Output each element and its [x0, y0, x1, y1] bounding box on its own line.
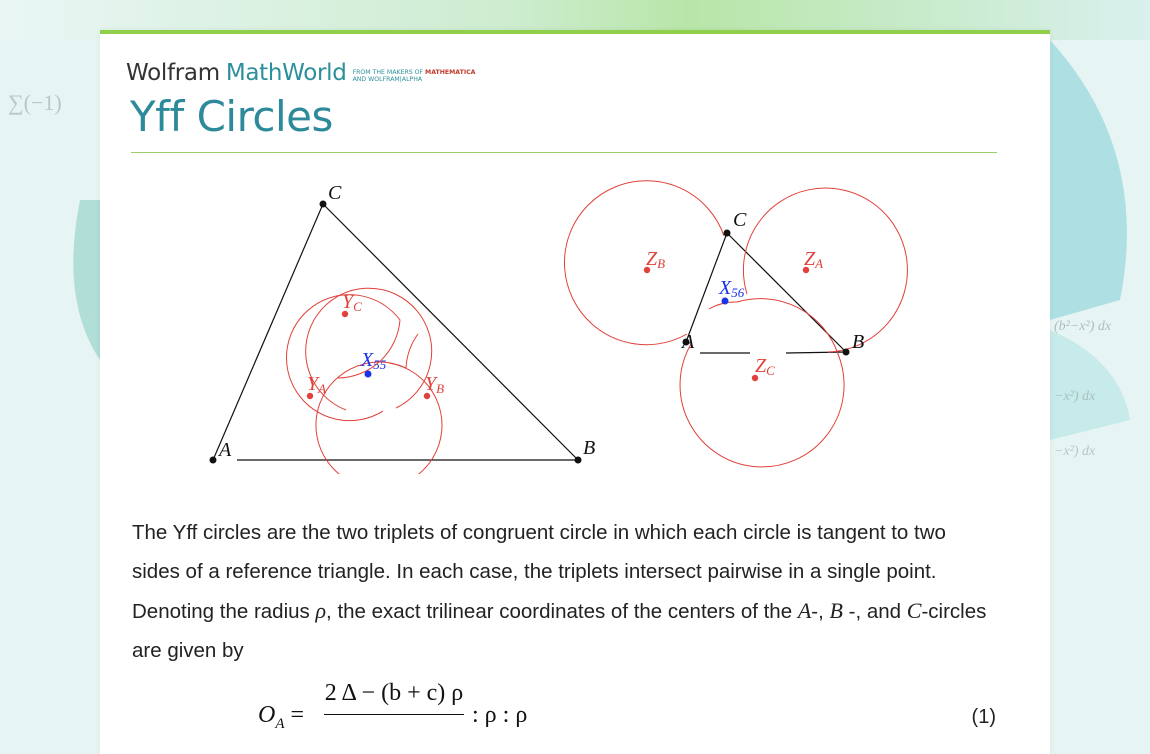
center-label-zc: ZC: [755, 355, 775, 378]
description-paragraph: The Yff circles are the two triplets of congruent circle in which each circle is tangent to two sides of a reference triangle. In each case, the triplets intersect pairwise in a single point. Denoting the radius ρ, the exact trilinear coordinates of the centers of the A-, B -, and C-circles are given by: [132, 521, 987, 662]
center-label-ya: YA: [307, 373, 327, 396]
equation-number: (1): [971, 706, 996, 728]
page-title: Yff Circles: [130, 92, 333, 141]
content-card: [100, 30, 1050, 754]
vertex-label-a2: A: [682, 331, 695, 353]
figure-yff-second-triplet: [564, 181, 907, 467]
center-label-x56: X56: [719, 277, 745, 300]
vertex-label-c2: C: [733, 209, 747, 231]
points-left: [210, 201, 582, 464]
svg-text:−x²) dx: −x²) dx: [1054, 389, 1096, 404]
equation-lhs: $O_A$ =: [258, 702, 305, 732]
vertex-label-c1: C: [328, 182, 342, 204]
site-logo[interactable]: [126, 60, 475, 86]
equation-rhs: : ρ : ρ: [472, 702, 528, 728]
triangle-right: [686, 233, 846, 353]
fraction-bar: [324, 714, 464, 715]
logo-mathworld: MathWorld: [225, 60, 347, 86]
triangle-left: [213, 204, 578, 460]
svg-text:(b²−x²) dx: (b²−x²) dx: [1054, 319, 1112, 334]
center-label-x55: X55: [361, 349, 387, 372]
equation-fraction: [324, 680, 464, 707]
svg-text:∑(−1): ∑(−1): [8, 90, 62, 115]
center-label-yb: YB: [425, 373, 445, 396]
center-label-za: ZA: [804, 248, 824, 271]
center-label-yc: YC: [342, 291, 362, 314]
vertex-label-a1: A: [219, 439, 232, 461]
svg-text:−x²) dx: −x²) dx: [1054, 444, 1096, 459]
logo-tagline: FROM THE MAKERS OF MATHEMATICA AND WOLFRAM|ALPHA: [352, 69, 476, 83]
title-divider: [131, 152, 997, 153]
figure-yff-congruent-circles: [210, 182, 596, 474]
equation-numerator: 2 Δ − (b + c) ρ: [324, 680, 464, 706]
vertex-label-b1: B: [583, 437, 596, 459]
vertex-label-b2: B: [852, 331, 865, 353]
center-label-zb: ZB: [646, 248, 666, 271]
logo-wolfram: Wolfram: [126, 60, 220, 86]
yff-circles-figure: [100, 174, 1050, 474]
